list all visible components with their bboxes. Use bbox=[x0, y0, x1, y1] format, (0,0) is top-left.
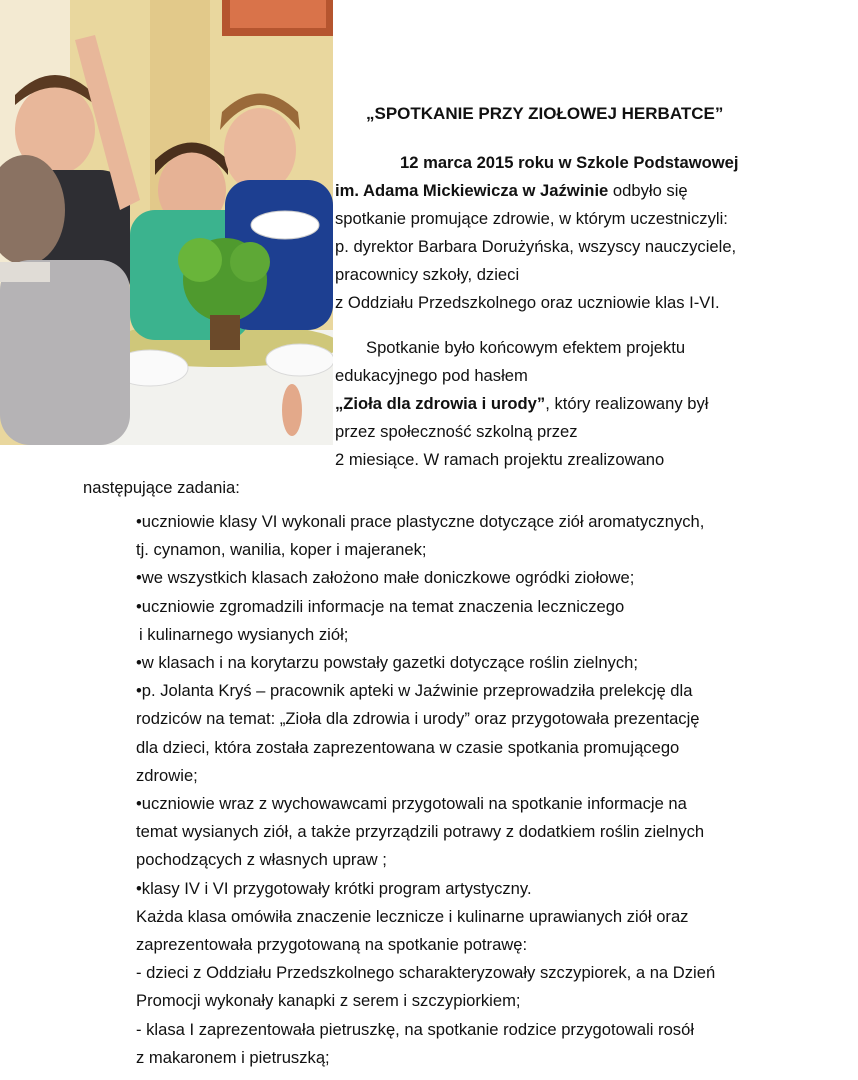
project-line-2: edukacyjnego pod hasłem bbox=[335, 366, 528, 385]
project-motto: „Zioła dla zdrowia i urody” bbox=[335, 394, 546, 413]
body-line: - klasa I zaprezentowała pietruszkę, na spotkanie rodzice przygotowali rosół bbox=[136, 1019, 695, 1039]
intro-line-1: 12 marca 2015 roku w Szkole Podstawowej bbox=[400, 153, 739, 172]
body-line: i kulinarnego wysianych ziół; bbox=[139, 624, 349, 644]
body-line: •p. Jolanta Kryś – pracownik apteki w Jaźwinie przeprowadziła prelekcję dla bbox=[136, 681, 693, 701]
intro-line-5: pracownicy szkoły, dzieci bbox=[335, 265, 520, 284]
intro-line-2-rest: odbyło się bbox=[608, 181, 688, 200]
photo-illustration bbox=[0, 0, 333, 445]
intro-line-4: p. dyrektor Barbara Dorużyńska, wszyscy nauczyciele, bbox=[335, 237, 737, 256]
task-list bbox=[136, 508, 715, 1072]
body-line: dla dzieci, która została zaprezentowana w czasie spotkania promującego bbox=[136, 737, 680, 757]
intro-line-6: z Oddziału Przedszkolnego oraz uczniowie klas I-VI. bbox=[335, 293, 720, 312]
project-line-4: przez społeczność szkolną przez bbox=[335, 422, 578, 441]
project-line-1: Spotkanie było końcowym efektem projektu bbox=[366, 338, 686, 357]
document-title: „SPOTKANIE PRZY ZIOŁOWEJ HERBATCE” bbox=[366, 104, 724, 123]
body-line: •w klasach i na korytarzu powstały gazetki dotyczące roślin zielnych; bbox=[136, 653, 638, 673]
body-line: pochodzących z własnych upraw ; bbox=[136, 850, 387, 870]
project-line-5: 2 miesiące. W ramach projektu zrealizowano bbox=[335, 450, 665, 469]
body-line: zdrowie; bbox=[136, 765, 198, 785]
body-line: tj. cynamon, wanilia, koper i majeranek; bbox=[136, 540, 427, 560]
project-line-3 bbox=[335, 390, 708, 418]
project-line-3-rest: , który realizowany był bbox=[545, 394, 709, 413]
body-line: rodziców na temat: „Zioła dla zdrowia i urody” oraz przygotowała prezentację bbox=[136, 709, 700, 729]
body-line: - dzieci z Oddziału Przedszkolnego scharakteryzowały szczypiorek, a na Dzień bbox=[136, 963, 716, 983]
photo-children-at-table bbox=[0, 0, 333, 445]
intro-line-2 bbox=[335, 177, 688, 205]
project-line-6: następujące zadania: bbox=[83, 478, 240, 497]
intro-line-3: spotkanie promujące zdrowie, w którym uczestniczyli: bbox=[335, 209, 728, 228]
body-line: •uczniowie klasy VI wykonali prace plastyczne dotyczące ziół aromatycznych, bbox=[136, 512, 705, 531]
body-line: •uczniowie wraz z wychowawcami przygotowali na spotkanie informacje na bbox=[136, 794, 687, 814]
body-line: •uczniowie zgromadzili informacje na temat znaczenia leczniczego bbox=[136, 596, 625, 616]
body-line: •klasy IV i VI przygotowały krótki program artystyczny. bbox=[136, 878, 532, 898]
body-line: Promocji wykonały kanapki z serem i szczypiorkiem; bbox=[136, 991, 521, 1011]
body-line: zaprezentowała przygotowaną na spotkanie potrawę: bbox=[136, 935, 528, 955]
body-line: z makaronem i pietruszką; bbox=[136, 1047, 330, 1067]
body-line: •we wszystkich klasach założono małe doniczkowe ogródki ziołowe; bbox=[136, 568, 635, 588]
school-name: im. Adama Mickiewicza w Jaźwinie bbox=[335, 181, 609, 200]
body-line: Każda klasa omówiła znaczenie lecznicze i kulinarne uprawianych ziół oraz bbox=[136, 906, 689, 926]
body-line: temat wysianych ziół, a także przyrządzili potrawy z dodatkiem roślin zielnych bbox=[136, 822, 705, 842]
